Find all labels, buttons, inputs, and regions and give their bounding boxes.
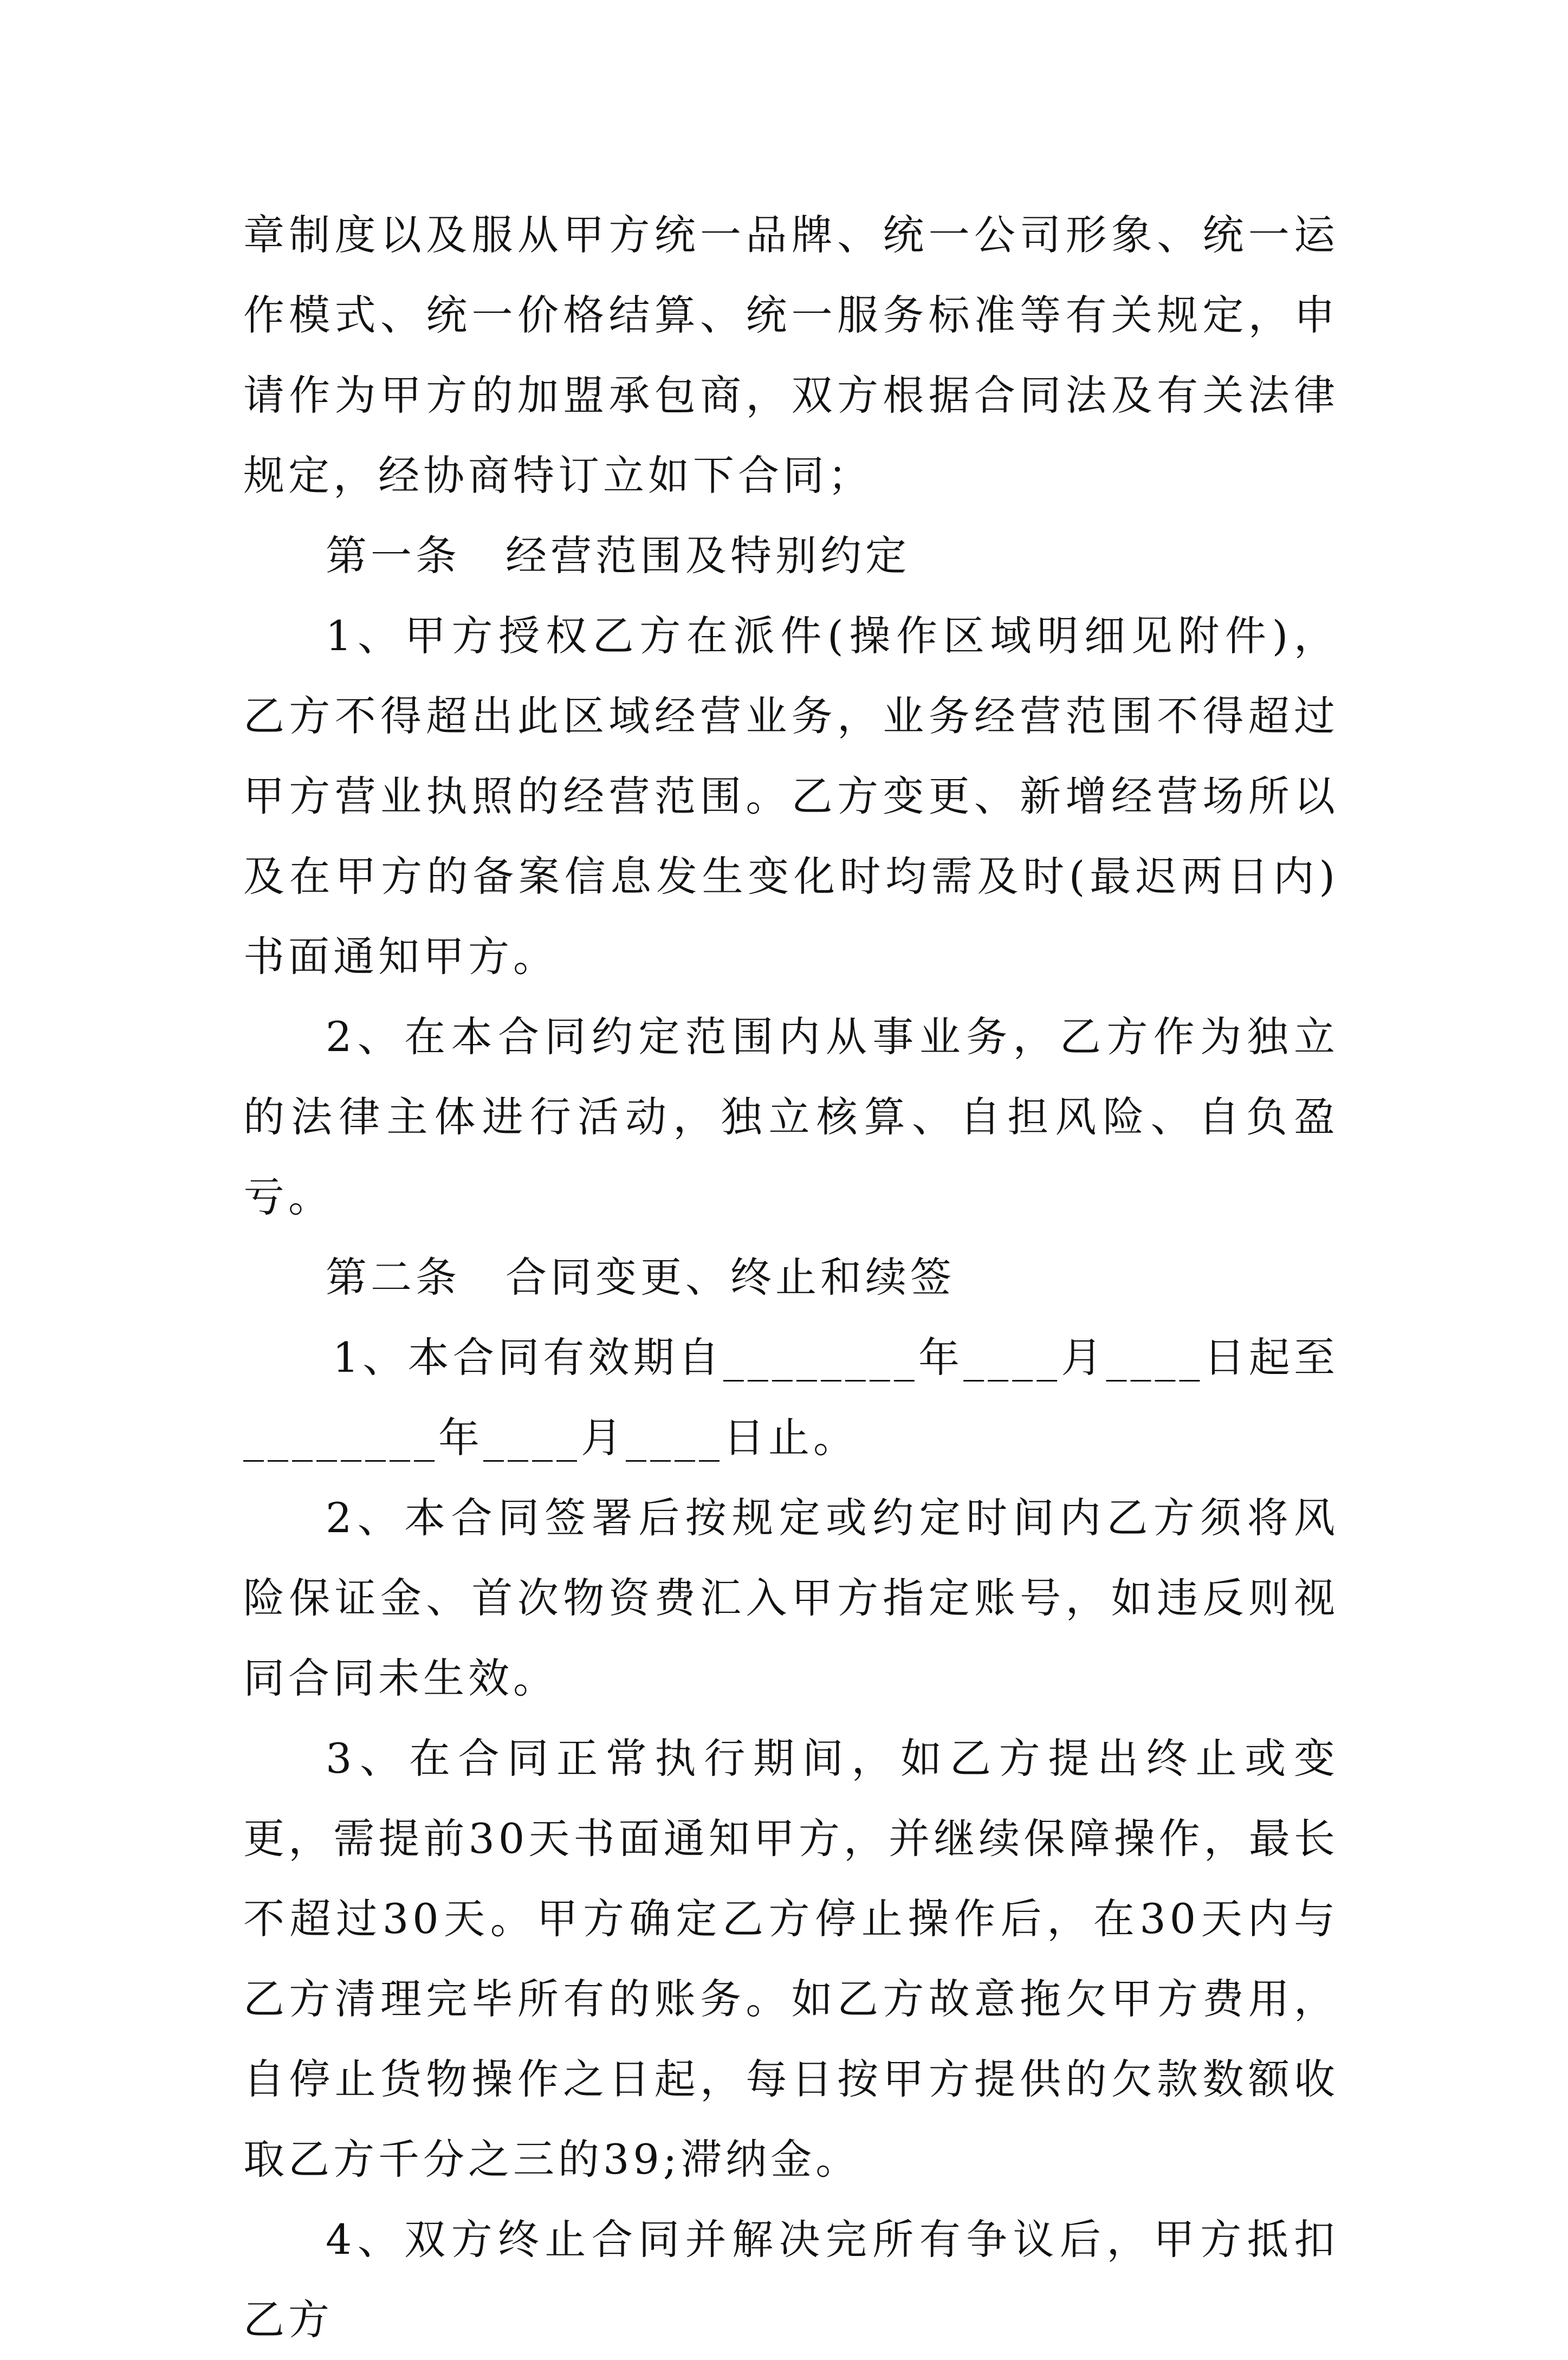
article-2-clause-1: 1、本合同有效期自________年____月____日起至________年____月____日止。	[243, 1333, 1339, 1462]
document-body	[243, 195, 1339, 2360]
article-1-clause-2: 2、在本合同约定范围内从事业务，乙方作为独立的法律主体进行活动，独立核算、自担风险、自负盈亏。	[243, 1013, 1339, 1221]
article-2-clause-2: 2、本合同签署后按规定或约定时间内乙方须将风险保证金、首次物资费汇入甲方指定账号，如违反则视同合同未生效。	[243, 1494, 1339, 1702]
article-2-clause-4: 4、双方终止合同并解决完所有争议后，甲方抵扣乙方	[243, 2215, 1339, 2344]
article-2-clause-3: 3、在合同正常执行期间，如乙方提出终止或变更，需提前30天书面通知甲方，并继续保障操作，最长不超过30天。甲方确定乙方停止操作后，在30天内与乙方清理完毕所有的账务。如乙方故意拖欠甲方费用，自停止货物操作之日起，每日按甲方提供的欠款数额收取乙方千分之三的39;滞纳金。	[243, 1734, 1339, 2183]
article-1-heading: 第一条 经营范围及特别约定	[326, 531, 910, 580]
article-2-heading: 第二条 合同变更、终止和续签	[326, 1253, 955, 1301]
paragraph-intro: 章制度以及服从甲方统一品牌、统一公司形象、统一运作模式、统一价格结算、统一服务标准等有关规定，申请作为甲方的加盟承包商，双方根据合同法及有关法律规定，经协商特订立如下合同；	[243, 211, 1339, 500]
article-1-clause-1: 1、甲方授权乙方在派件(操作区域明细见附件)，乙方不得超出此区域经营业务，业务经营范围不得超过甲方营业执照的经营范围。乙方变更、新增经营场所以及在甲方的备案信息发生变化时均需及时(最迟两日内)书面通知甲方。	[243, 612, 1339, 981]
